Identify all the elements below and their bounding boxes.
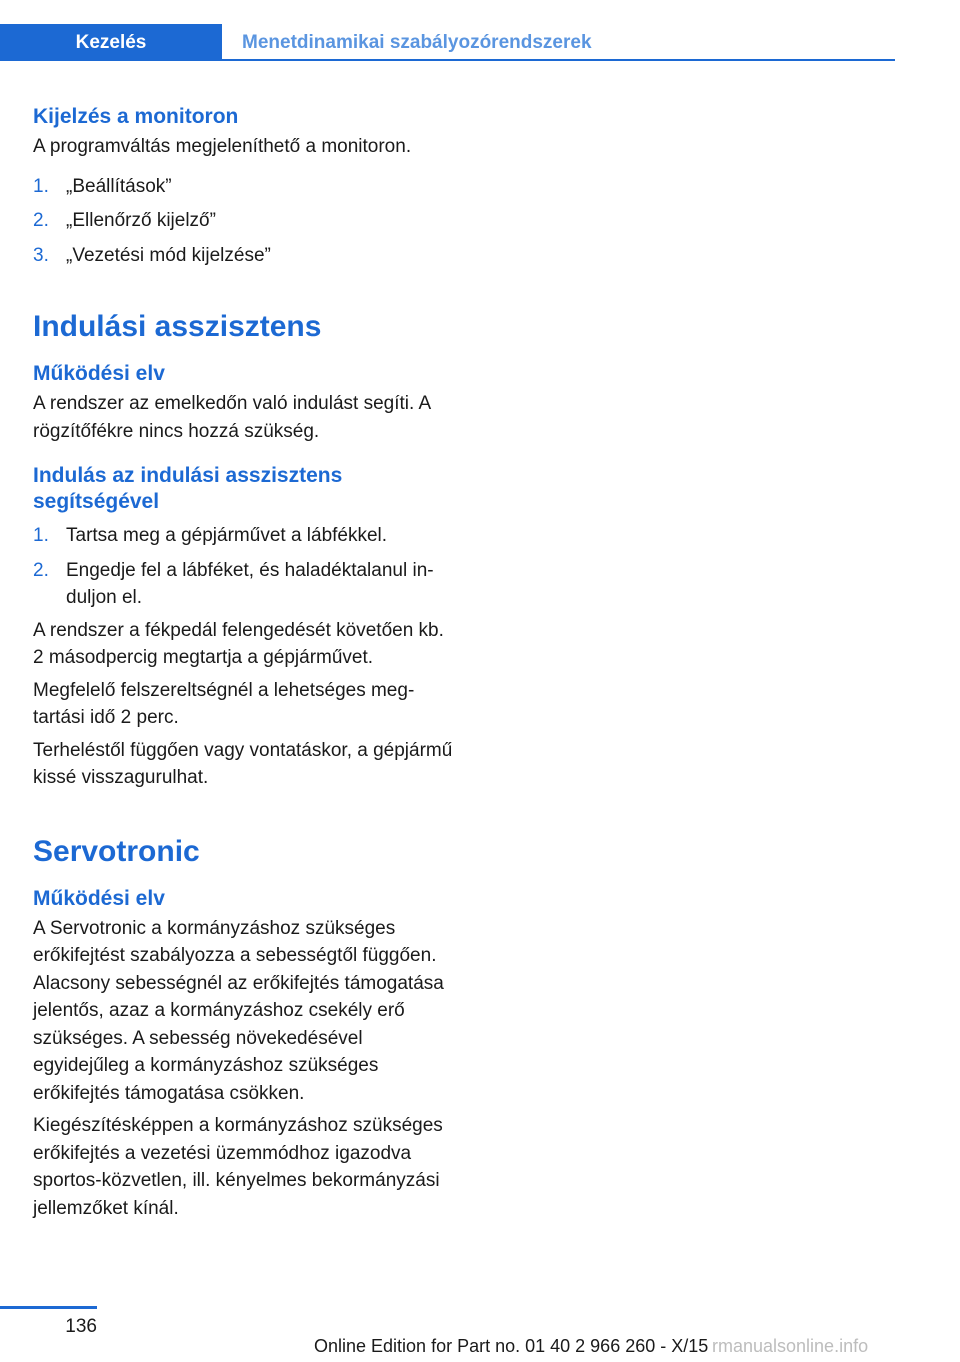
hold-time-text: Megfelelő felszereltségnél a lehetséges megtartási idő 2 perc. — [33, 679, 415, 728]
sub-heading-principle: Működési elv — [33, 886, 165, 910]
step-number: 1. — [33, 525, 49, 546]
step-number: 2. — [33, 210, 49, 231]
list-item — [33, 242, 453, 270]
chapter-tab[interactable]: Kezelés — [0, 24, 222, 61]
hold-text: A rendszer a fékpedál felengedését követően kb. 2 másodpercig megtartja a gépjárművet. — [33, 619, 444, 668]
start-steps — [33, 522, 453, 612]
servotronic-text: A Servotronic a kormányzáshoz szükséges erőkifejtést szabályozza a sebességtől függően. Alacsony sebességnél az erőkifejtés támogatása jelentős, azaz a kormányzáshoz csekély erő szükséges. A sebesség növekedésével egyidejűleg a kormányzáshoz szükséges erőkifejtés támogatása csökken. — [33, 917, 444, 1104]
section-title-servotronic: Servotronic — [33, 834, 200, 868]
section-title-hill-start: Indulási asszisztens — [33, 310, 322, 343]
step-text: Engedje fel a lábféket, és haladéktalanul induljon el. — [66, 559, 434, 608]
list-item — [33, 522, 453, 550]
step-text: „Ellenőrző kijelző” — [66, 210, 216, 231]
page-number: 136 — [65, 1316, 97, 1337]
page-content — [33, 104, 453, 1222]
sub-heading-principle: Működési elv — [33, 362, 165, 385]
list-item — [33, 173, 453, 201]
step-text: Tartsa meg a gépjárművet a lábfékkel. — [66, 525, 388, 546]
watermark: rmanualsonline.info — [712, 1336, 869, 1356]
step-number: 1. — [33, 175, 49, 197]
principle-text: A rendszer az emelkedőn való indulást segíti. A rögzítőfékre nincs hozzá szükség. — [33, 393, 431, 442]
page-header — [0, 24, 895, 61]
display-steps — [33, 173, 453, 270]
header-rule — [222, 59, 895, 61]
step-text: „Beállítások” — [66, 175, 172, 197]
breadcrumb[interactable]: Menetdinamikai szabályozórendszerek — [242, 31, 592, 53]
step-number: 3. — [33, 244, 49, 266]
rollback-text: Terheléstől függően vagy vontatáskor, a gépjármű kissé visszagurulhat. — [33, 739, 453, 788]
edition-text: Online Edition for Part no. 01 40 2 966 260 - X/15 — [314, 1336, 709, 1356]
footer-rule — [0, 1306, 97, 1309]
sub-heading-start-procedure: Indulás az indulási asszisztens segítségével — [33, 464, 343, 513]
section-heading-display: Kijelzés a monitoron — [33, 105, 239, 128]
display-intro: A programváltás megjeleníthető a monitoron. — [33, 136, 412, 157]
step-number: 2. — [33, 559, 49, 581]
list-item — [33, 207, 453, 235]
servotronic-extra-text: Kiegészítésképpen a kormányzáshoz szükséges erőkifejtés a vezetési üzemmódhoz igazodva sportos-közvetlen, ill. kényelmes bekormányzási jellemzőket kínál. — [33, 1115, 443, 1219]
step-text: „Vezetési mód kijelzése” — [66, 244, 271, 266]
list-item — [33, 557, 453, 612]
